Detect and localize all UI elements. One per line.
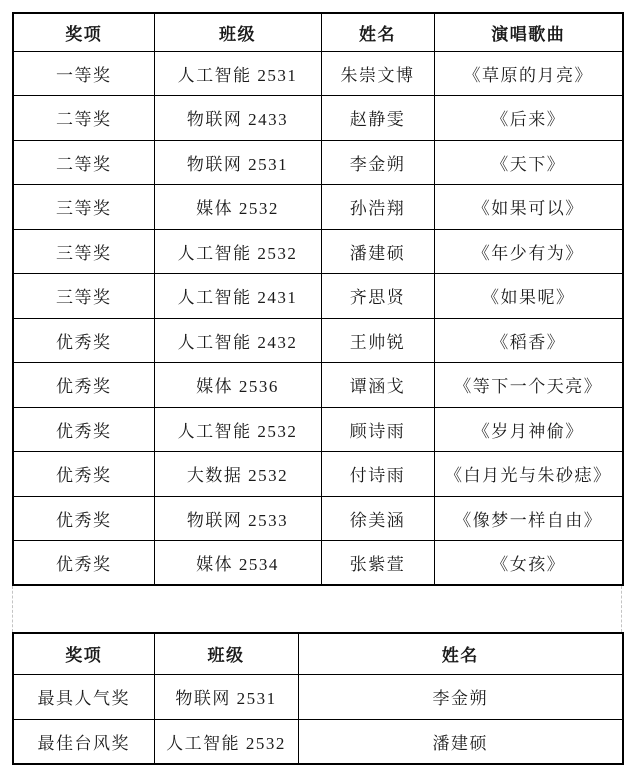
table-cell: 《岁月神偷》 <box>434 407 623 452</box>
table-cell: 最佳台风奖 <box>13 719 154 764</box>
table-row <box>13 363 623 408</box>
table-row <box>13 541 623 586</box>
table-cell: 《女孩》 <box>434 541 623 586</box>
table-row <box>13 96 623 141</box>
column-header: 姓名 <box>321 13 434 51</box>
table-row <box>13 719 623 764</box>
table-cell: 李金朔 <box>298 674 623 719</box>
table-cell: 优秀奖 <box>13 407 154 452</box>
table-cell: 最具人气奖 <box>13 674 154 719</box>
table-cell: 付诗雨 <box>321 452 434 497</box>
table-cell: 优秀奖 <box>13 363 154 408</box>
table-cell: 人工智能 2532 <box>154 229 321 274</box>
table-cell: 李金朔 <box>321 140 434 185</box>
table-cell: 《像梦一样自由》 <box>434 496 623 541</box>
table-cell: 优秀奖 <box>13 452 154 497</box>
table-cell: 媒体 2536 <box>154 363 321 408</box>
table-cell: 孙浩翔 <box>321 185 434 230</box>
table-cell: 王帅锐 <box>321 318 434 363</box>
table-cell: 人工智能 2431 <box>154 274 321 319</box>
table-cell: 人工智能 2532 <box>154 719 298 764</box>
table-row <box>13 452 623 497</box>
table-cell: 《稻香》 <box>434 318 623 363</box>
table-cell: 物联网 2533 <box>154 496 321 541</box>
table-cell: 三等奖 <box>13 274 154 319</box>
table-cell: 顾诗雨 <box>321 407 434 452</box>
table-cell: 人工智能 2532 <box>154 407 321 452</box>
table-row <box>13 51 623 96</box>
table-cell: 大数据 2532 <box>154 452 321 497</box>
table-cell: 媒体 2534 <box>154 541 321 586</box>
table-cell: 《如果呢》 <box>434 274 623 319</box>
table-cell: 二等奖 <box>13 96 154 141</box>
table-gap-divider <box>12 586 622 632</box>
column-header: 班级 <box>154 633 298 674</box>
special-awards-table <box>12 632 624 765</box>
table-cell: 优秀奖 <box>13 318 154 363</box>
table-cell: 《白月光与朱砂痣》 <box>434 452 623 497</box>
table-row <box>13 407 623 452</box>
table-cell: 《年少有为》 <box>434 229 623 274</box>
awards-song-table <box>12 12 624 586</box>
column-header: 奖项 <box>13 13 154 51</box>
table-cell: 物联网 2433 <box>154 96 321 141</box>
table-cell: 二等奖 <box>13 140 154 185</box>
table-cell: 三等奖 <box>13 185 154 230</box>
table-cell: 《等下一个天亮》 <box>434 363 623 408</box>
table-header-row <box>13 13 623 51</box>
table-cell: 三等奖 <box>13 229 154 274</box>
column-header: 班级 <box>154 13 321 51</box>
table-cell: 张紫萱 <box>321 541 434 586</box>
table-row <box>13 229 623 274</box>
column-header: 姓名 <box>298 633 623 674</box>
table-cell: 物联网 2531 <box>154 674 298 719</box>
table-cell: 《如果可以》 <box>434 185 623 230</box>
table-cell: 《天下》 <box>434 140 623 185</box>
table-cell: 谭涵戈 <box>321 363 434 408</box>
table-cell: 齐思贤 <box>321 274 434 319</box>
table-cell: 一等奖 <box>13 51 154 96</box>
table-body <box>13 51 623 585</box>
table-row <box>13 318 623 363</box>
table-cell: 优秀奖 <box>13 496 154 541</box>
table-cell: 优秀奖 <box>13 541 154 586</box>
table-cell: 朱崇文博 <box>321 51 434 96</box>
table-cell: 媒体 2532 <box>154 185 321 230</box>
table-cell: 潘建硕 <box>298 719 623 764</box>
column-header: 演唱歌曲 <box>434 13 623 51</box>
table-row <box>13 140 623 185</box>
table-body <box>13 674 623 764</box>
table-header-row <box>13 633 623 674</box>
column-header: 奖项 <box>13 633 154 674</box>
table-row <box>13 496 623 541</box>
table-cell: 物联网 2531 <box>154 140 321 185</box>
table-cell: 人工智能 2531 <box>154 51 321 96</box>
table-cell: 《后来》 <box>434 96 623 141</box>
table-row <box>13 674 623 719</box>
table-row <box>13 274 623 319</box>
table-cell: 赵静雯 <box>321 96 434 141</box>
table-cell: 潘建硕 <box>321 229 434 274</box>
table-row <box>13 185 623 230</box>
table-cell: 《草原的月亮》 <box>434 51 623 96</box>
table-cell: 人工智能 2432 <box>154 318 321 363</box>
table-cell: 徐美涵 <box>321 496 434 541</box>
